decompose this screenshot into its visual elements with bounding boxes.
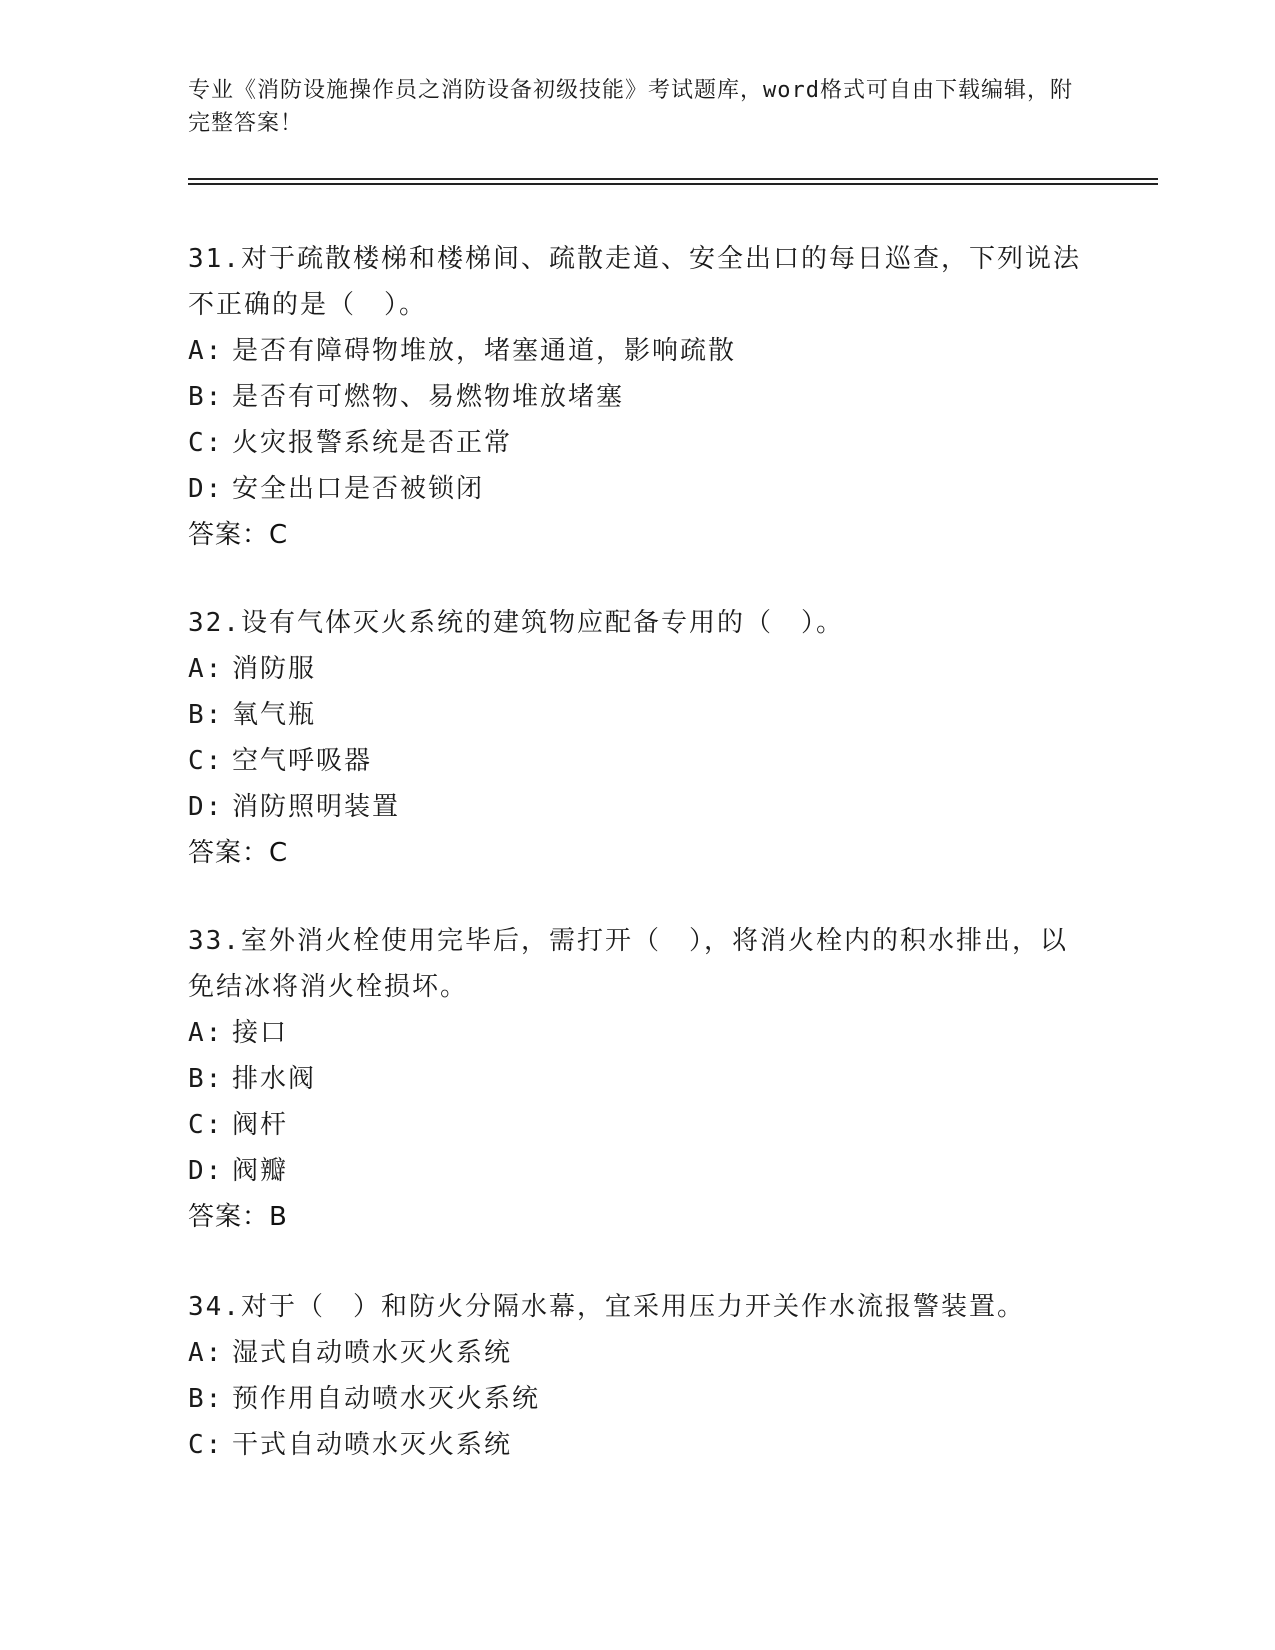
option-text: 接口 <box>232 1018 289 1048</box>
option-text: 空气呼吸器 <box>232 746 373 776</box>
option-letter: C: <box>188 428 224 458</box>
question-33 <box>188 918 1088 1240</box>
question-31 <box>188 236 1088 558</box>
option-letter: A: <box>188 654 224 684</box>
header-divider-top <box>188 178 1158 180</box>
option-letter: C: <box>188 1110 224 1140</box>
answer-text: 答案：C <box>188 520 289 550</box>
option-letter: A: <box>188 1338 224 1368</box>
option-text: 是否有可燃物、易燃物堆放堵塞 <box>232 382 625 412</box>
option-text: 消防服 <box>232 654 317 684</box>
question-32 <box>188 600 1088 876</box>
option-a <box>188 646 1088 692</box>
question-stem: 31.对于疏散楼梯和楼梯间、疏散走道、安全出口的每日巡查，下列说法不正确的是（ ）。 <box>188 244 1081 320</box>
option-text: 预作用自动喷水灭火系统 <box>232 1384 541 1414</box>
option-letter: B: <box>188 1064 224 1094</box>
option-a <box>188 1010 1088 1056</box>
option-text: 安全出口是否被锁闭 <box>232 474 485 504</box>
option-b <box>188 1376 1088 1422</box>
option-text: 阀杆 <box>232 1110 289 1140</box>
option-text: 排水阀 <box>232 1064 317 1094</box>
option-letter: B: <box>188 382 224 412</box>
option-d <box>188 466 1088 512</box>
option-c <box>188 1422 1088 1468</box>
option-d <box>188 1148 1088 1194</box>
option-c <box>188 420 1088 466</box>
option-letter: D: <box>188 1156 224 1186</box>
document-header: 专业《消防设施操作员之消防设备初级技能》考试题库，word格式可自由下载编辑，附完整答案！ <box>188 78 1073 136</box>
question-stem: 34.对于（ ）和防火分隔水幕，宜采用压力开关作水流报警装置。 <box>188 1292 1025 1322</box>
option-a <box>188 1330 1088 1376</box>
option-text: 氧气瓶 <box>232 700 317 730</box>
option-text: 阀瓣 <box>232 1156 289 1186</box>
option-text: 干式自动喷水灭火系统 <box>232 1430 513 1460</box>
option-a <box>188 328 1088 374</box>
option-c <box>188 738 1088 784</box>
option-c <box>188 1102 1088 1148</box>
option-d <box>188 784 1088 830</box>
answer-text: 答案：B <box>188 1202 288 1232</box>
question-stem: 33.室外消火栓使用完毕后，需打开（ ），将消火栓内的积水排出，以免结冰将消火栓损坏。 <box>188 926 1068 1002</box>
option-letter: A: <box>188 336 224 366</box>
option-text: 消防照明装置 <box>232 792 401 822</box>
header-divider-bottom <box>188 183 1158 185</box>
option-letter: B: <box>188 700 224 730</box>
option-letter: D: <box>188 474 224 504</box>
option-letter: D: <box>188 792 224 822</box>
option-b <box>188 1056 1088 1102</box>
answer-text: 答案：C <box>188 838 289 868</box>
option-letter: C: <box>188 746 224 776</box>
question-stem: 32.设有气体灭火系统的建筑物应配备专用的（ ）。 <box>188 608 844 638</box>
option-text: 火灾报警系统是否正常 <box>232 428 513 458</box>
option-letter: B: <box>188 1384 224 1414</box>
option-text: 湿式自动喷水灭火系统 <box>232 1338 513 1368</box>
option-b <box>188 692 1088 738</box>
option-b <box>188 374 1088 420</box>
option-text: 是否有障碍物堆放，堵塞通道，影响疏散 <box>232 336 737 366</box>
option-letter: A: <box>188 1018 224 1048</box>
question-34 <box>188 1284 1088 1468</box>
option-letter: C: <box>188 1430 224 1460</box>
